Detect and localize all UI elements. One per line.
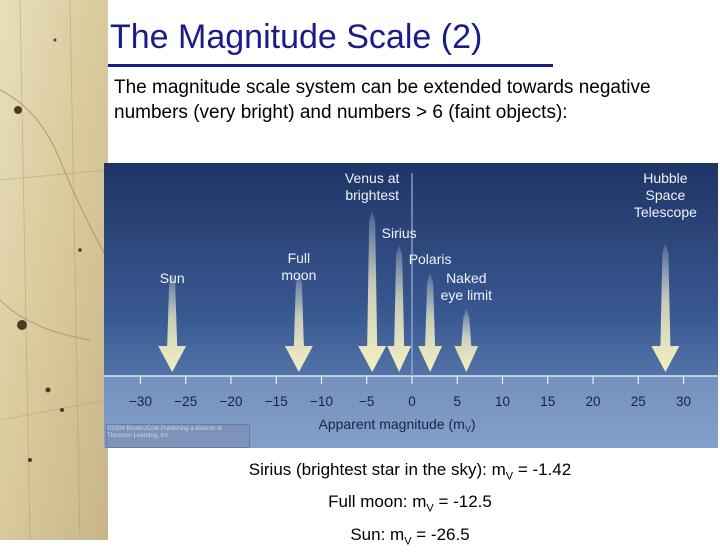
fact-sun: Sun: $m_V = -26.5$ — [350, 524, 470, 548]
axis-tick-label: 30 — [675, 394, 692, 409]
axis-tick-label: 15 — [540, 394, 556, 409]
title-underline — [108, 64, 553, 67]
intro-text: The magnitude scale system can be extended towards negative numbers (very bright) and numbers > 6 (faint objects): — [114, 77, 651, 123]
axis-tick-label: −30 — [129, 394, 152, 409]
copyright-credit: ©2004 Brooks/Cole Publishing a division of Thomson Learning, Inc. — [107, 426, 222, 439]
label-naked-eye: Naked eye limit — [440, 270, 492, 303]
fact-sirius: Sirius (brightest star in the sky): $m_V = -1.42$ — [248, 460, 572, 483]
axis-tick-label: 25 — [630, 394, 646, 409]
axis-tick-label: 20 — [585, 394, 601, 409]
fact-full-moon: Full moon: $m_V = -12.5$ — [328, 492, 492, 515]
axis-tick-label: −10 — [310, 394, 333, 409]
axis-label: Apparent magnitude $(m_V)$ — [318, 416, 476, 434]
axis-tick-label: 10 — [494, 394, 511, 409]
axis-tick-label: 0 — [408, 394, 416, 409]
axis-tick-label: 5 — [453, 394, 462, 409]
axis-tick-label: −25 — [174, 394, 198, 409]
label-venus: Venus at brightest — [344, 170, 400, 203]
axis-tick-label: −20 — [219, 394, 243, 409]
magnitude-scale-diagram — [104, 163, 718, 448]
label-hubble: Hubble Space Telescope — [633, 170, 697, 220]
axis-tick-label: −15 — [264, 394, 288, 409]
label-polaris: Polaris — [408, 251, 452, 267]
label-sirius: Sirius — [381, 225, 417, 241]
label-sun: Sun — [159, 270, 185, 286]
slide-title: The Magnitude Scale (2) — [110, 18, 483, 56]
axis-tick-label: −5 — [359, 394, 375, 409]
star-chart-background — [0, 0, 108, 540]
label-full-moon: Full moon — [281, 250, 317, 283]
magnitude-facts — [170, 457, 650, 554]
